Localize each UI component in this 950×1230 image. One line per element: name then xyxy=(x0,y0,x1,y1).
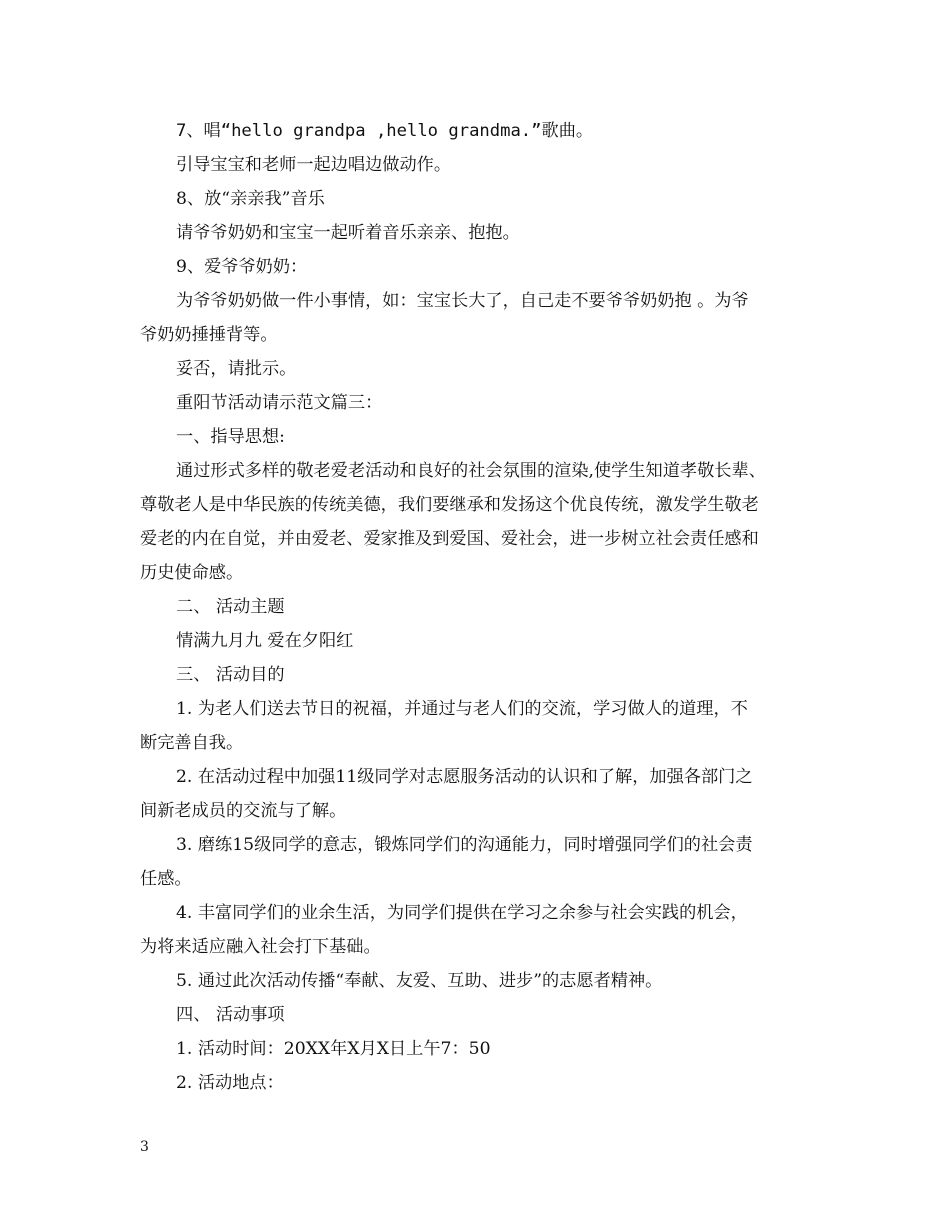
text-line: 8、放“亲亲我”音乐 xyxy=(176,189,325,209)
text-line: 断完善自我。 xyxy=(140,733,244,753)
text-line: 为将来适应融入社会打下基础。 xyxy=(140,937,381,957)
text-line: 四、 活动事项 xyxy=(176,1005,285,1025)
text-line: 4. 丰富同学们的业余生活，为同学们提供在学习之余参与社会实践的机会， xyxy=(176,903,748,923)
text-line: 1. 活动时间：20XX年X月X日上午7：50 xyxy=(176,1039,491,1059)
section-heading: 重阳节活动请示范文篇三： xyxy=(176,393,383,413)
text-line: 爱老的内在自觉，并由爱老、爱家推及到爱国、爱社会，进一步树立社会责任感和 xyxy=(140,529,759,549)
text-line: 二、 活动主题 xyxy=(176,597,285,617)
text-line: 3. 磨练15级同学的意志，锻炼同学们的沟通能力，同时增强同学们的社会责 xyxy=(176,835,753,855)
text-line: 情满九月九 爱在夕阳红 xyxy=(176,631,354,651)
text-line: 爷奶奶捶捶背等。 xyxy=(140,325,278,345)
text-line: 请爷爷奶奶和宝宝一起听着音乐亲亲、抱抱。 xyxy=(176,223,520,243)
text-line-song-item: 7、唱“hello grandpa ,hello grandma.”歌曲。 xyxy=(176,121,594,141)
text-line: 9、爱爷爷奶奶： xyxy=(176,257,308,277)
text-line: 引导宝宝和老师一起边唱边做动作。 xyxy=(176,155,452,175)
text-line: 间新老成员的交流与了解。 xyxy=(140,801,347,821)
text-line: 三、 活动目的 xyxy=(176,665,285,685)
text-line: 任感。 xyxy=(140,869,192,889)
text-line: 为爷爷奶奶做一件小事情，如：宝宝长大了，自己走不要爷爷奶奶抱 。为爷 xyxy=(176,291,749,311)
text-line: 5. 通过此次活动传播“奉献、友爱、互助、进步”的志愿者精神。 xyxy=(176,971,663,991)
text-line: 一、指导思想: xyxy=(176,427,285,447)
text-line: 尊敬老人是中华民族的传统美德，我们要继承和发扬这个优良传统，激发学生敬老 xyxy=(140,495,759,515)
page-number: 3 xyxy=(140,1139,149,1155)
text-line: 2. 活动地点： xyxy=(176,1073,284,1093)
text-line: 历史使命感。 xyxy=(140,563,244,583)
text-line: 1. 为老人们送去节日的祝福，并通过与老人们的交流，学习做人的道理，不 xyxy=(176,699,748,719)
text-line: 通过形式多样的敬老爱老活动和良好的社会氛围的渲染,使学生知道孝敬长辈、 xyxy=(176,461,766,481)
text-line: 2. 在活动过程中加强11级同学对志愿服务活动的认识和了解，加强各部门之 xyxy=(176,767,753,787)
text-line: 妥否，请批示。 xyxy=(176,359,297,379)
